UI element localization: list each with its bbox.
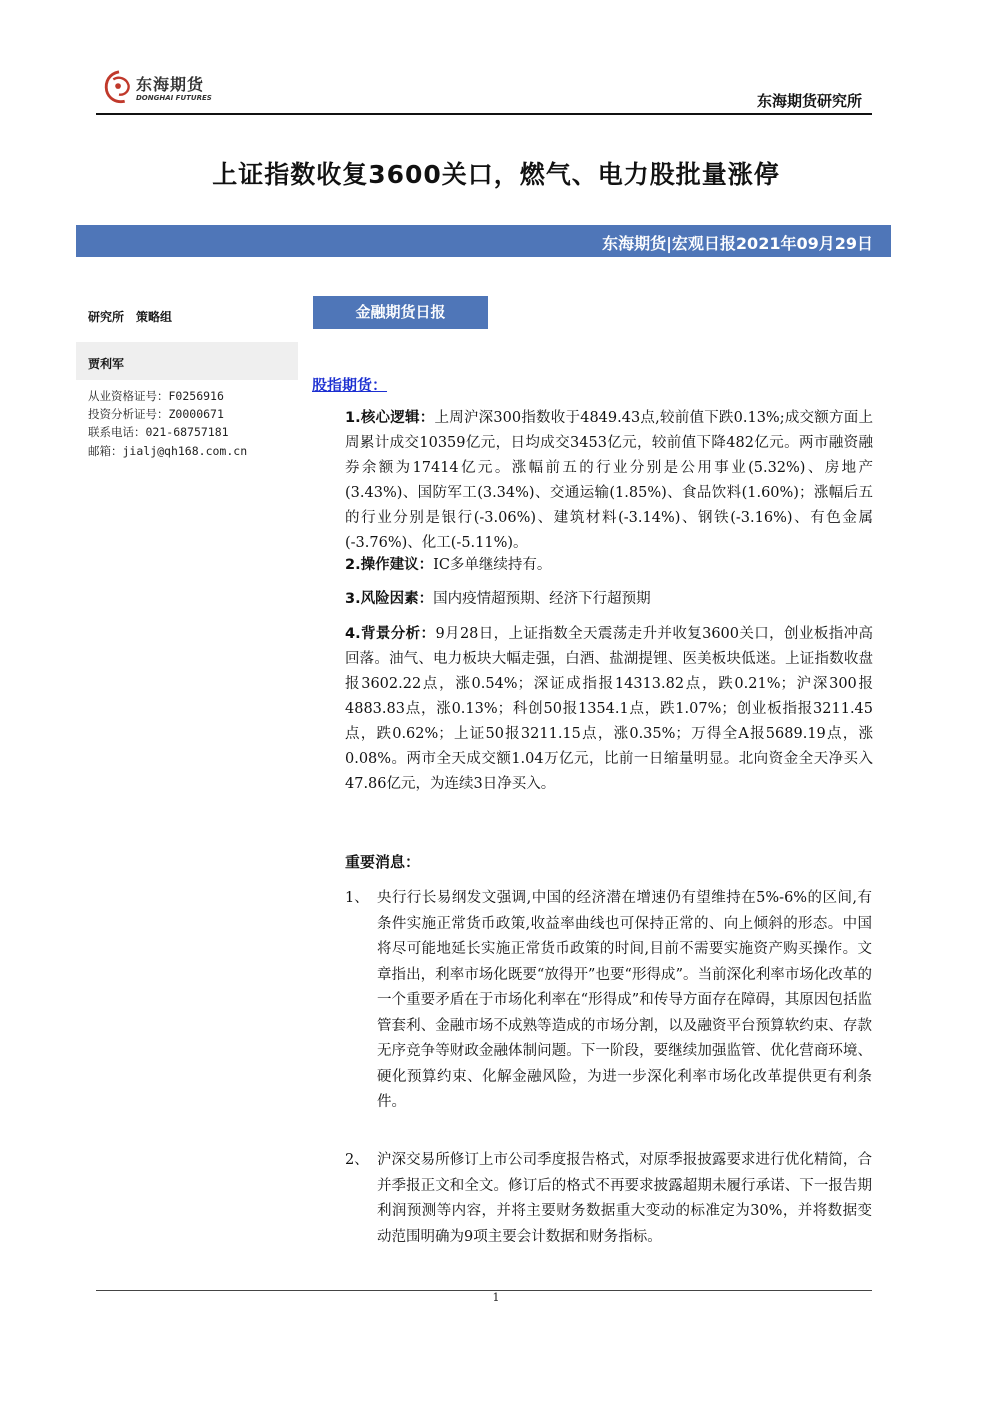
news-item: [345, 886, 872, 1146]
news-heading: 重要消息：: [345, 853, 421, 871]
point-text: 9月28日，上证指数全天震荡走升并收复3600关口，创业板指冲高回落。油气、电力板块大幅走强，白酒、盐湖提锂、医美板块低迷。上证指数收盘报3602.22点，涨0.54%；深证成指报14313.82点，跌0.21%；沪深300报4883.83点，涨0.13%；科创50报1354.1点，跌1.07%；创业板指报3211.45点，跌0.62%；上证50报3211.15点，涨0.35%；万得全A报5689.19点，涨0.08%。两市全天成交额1.04万亿元，比前一日缩量明显。北向资金全天净买入47.86亿元，为连续3日净买入。: [345, 626, 873, 792]
contact-analysis-license: 投资分析证号：Z0000671: [88, 407, 224, 421]
logo-english-name: DONGHAI FUTURES: [136, 94, 212, 102]
page-number: 1: [492, 1291, 500, 1304]
institute-name: 东海期货研究所: [756, 92, 862, 110]
contact-phone: 联系电话：021-68757181: [88, 425, 229, 439]
point-label: 1.核心逻辑：: [345, 410, 435, 426]
contact-license: 从业资格证号：F0256916: [88, 389, 224, 403]
point-text: 国内疫情超预期、经济下行超预期: [433, 591, 651, 607]
company-logo: [96, 64, 236, 114]
logo-chinese-name: 东海期货: [136, 75, 205, 94]
news-number: 1、: [345, 890, 369, 906]
point-label: 2.操作建议：: [345, 557, 434, 573]
news-text: 沪深交易所修订上市公司季度报告格式，对原季报披露要求进行优化精简，合并季报正文和全文。修订后的格式不再要求披露超期未履行承诺、下一报告期利润预测等内容，并将主要财务数据重大变动的标准定为30%，并将数据变动范围明确为9项主要会计数据和财务指标。: [377, 1152, 872, 1245]
point-background-analysis: [345, 622, 873, 797]
department-label: 研究所 策略组: [88, 310, 173, 324]
point-text: 上周沪深300指数收于4849.43点,较前值下跌0.13%;成交额方面上周累计成交10359亿元，日均成交3453亿元，较前值下降482亿元。两市融资融券余额为17414亿元。涨幅前五的行业分别是公用事业(5.32%)、房地产(3.43%)、国防军工(3.34%)、交通运输(1.85%)、食品饮料(1.60%)；涨幅后五的行业分别是银行(-3.06%)、建筑材料(-3.14%)、钢铁(-3.16%)、有色金属(-3.76%)、化工(-5.11%)。: [345, 410, 873, 551]
dragon-logo-icon: [100, 68, 138, 106]
header-divider: [96, 113, 872, 115]
contact-email: 邮箱：jialj@qh168.com.cn: [88, 444, 248, 458]
news-text: 央行行长易纲发文强调,中国的经济潜在增速仍有望维持在5%-6%的区间,有条件实施正常货币政策,收益率曲线也可保持正常的、向上倾斜的形态。中国将尽可能地延长实施正常货币政策的时间,目前不需要实施资产购买操作。文章指出，利率市场化既要“放得开”也要“形得成”。当前深化利率市场化改革的一个重要矛盾在于市场化利率在“形得成”和传导方面存在障碍，其原因包括监管套利、金融市场不成熟等造成的市场分割，以及融资平台预算软约束、存款无序竞争等财政金融体制问题。下一阶段，要继续加强监管、优化营商环境、硬化预算约束、化解金融风险，为进一步深化利率市场化改革提供更有利条件。: [377, 890, 872, 1110]
banner-text: 东海期货|宏观日报2021年09月29日: [602, 234, 873, 253]
news-item: [345, 1148, 872, 1278]
analyst-name: 贾利军: [88, 357, 125, 371]
section-label: 金融期货日报: [313, 296, 488, 329]
point-text: IC多单继续持有。: [433, 557, 552, 573]
point-label: 4.背景分析：: [345, 626, 436, 642]
point-label: 3.风险因素：: [345, 591, 434, 607]
news-number: 2、: [345, 1152, 369, 1168]
point-core-logic: [345, 406, 873, 556]
report-banner: [76, 225, 891, 257]
stock-index-heading[interactable]: 股指期货：: [312, 376, 388, 394]
report-title: 上证指数收复3600关口，燃气、电力股批量涨停: [212, 160, 780, 189]
point-operation-advice: [345, 553, 873, 578]
point-risk-factors: [345, 587, 873, 612]
